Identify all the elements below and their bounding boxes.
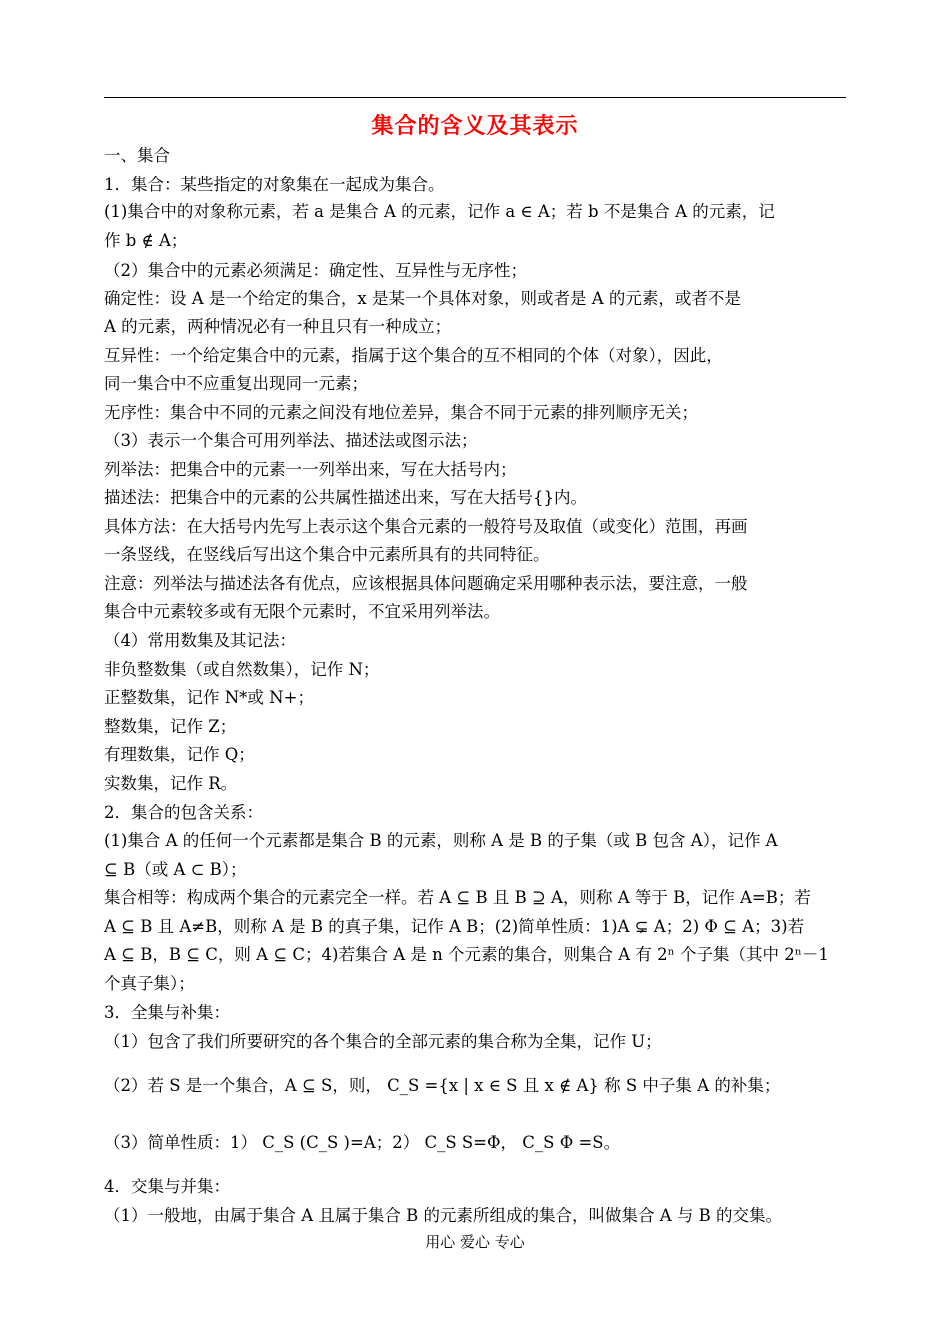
text-line: ⊆ B（或 A ⊂ B）；	[104, 860, 247, 879]
text-line: 1．集合：某些指定的对象集在一起成为集合。	[104, 175, 445, 194]
text-line: （2）集合中的元素必须满足：确定性、互异性与无序性；	[104, 261, 527, 280]
text-line: 列举法：把集合中的元素一一列举出来，写在大括号内；	[104, 460, 517, 479]
text-line: 确定性：设 A 是一个给定的集合，x 是某一个具体对象，则或者是 A 的元素，或者不是	[104, 289, 741, 308]
text-line: 3．全集与补集：	[104, 1003, 230, 1022]
text-line: 非负整数集（或自然数集），记作 N；	[104, 660, 380, 679]
text-line: 个真子集）；	[104, 974, 195, 993]
text-line: 正整数集，记作 N*或 N+；	[104, 688, 314, 707]
text-line: A ⊆ B 且 A≠B，则称 A 是 B 的真子集，记作 A B；(2)简单性质：1)A ⊊ A；2) Φ ⊆ A；3)若	[104, 917, 805, 936]
text-line: 集合相等：构成两个集合的元素完全一样。若 A ⊆ B 且 B ⊇ A，则称 A 等于 B，记作 A=B；若	[104, 888, 811, 907]
text-line: （3）简单性质：1） C_S (C_S )=A；2） C_S S=Φ， C_S Φ =S。	[104, 1133, 621, 1152]
text-line: A 的元素，两种情况必有一种且只有一种成立；	[104, 317, 452, 336]
text-line: (1)集合中的对象称元素，若 a 是集合 A 的元素，记作 a ∈ A；若 b 不是集合 A 的元素，记	[104, 202, 775, 221]
header-rule	[104, 97, 846, 98]
text-line: 一条竖线，在竖线后写出这个集合中元素所具有的共同特征。	[104, 545, 550, 564]
text-line: 描述法：把集合中的元素的公共属性描述出来，写在大括号{}内。	[104, 488, 587, 507]
text-line: 作 b ∉ A；	[104, 231, 188, 250]
text-line: 同一集合中不应重复出现同一元素；	[104, 374, 368, 393]
text-line: 整数集，记作 Z；	[104, 717, 237, 736]
text-line: 集合中元素较多或有无限个元素时，不宜采用列举法。	[104, 602, 500, 621]
text-line: A ⊆ B，B ⊆ C，则 A ⊆ C；4)若集合 A 是 n 个元素的集合，则集合 A 有 2ⁿ 个子集（其中 2ⁿ－1	[104, 945, 829, 964]
text-line: （1）包含了我们所要研究的各个集合的全部元素的集合称为全集，记作 U；	[104, 1032, 662, 1051]
text-line: 无序性：集合中不同的元素之间没有地位差异，集合不同于元素的排列顺序无关；	[104, 403, 698, 422]
page-title: 集合的含义及其表示	[371, 113, 579, 139]
text-line: 互异性：一个给定集合中的元素，指属于这个集合的互不相同的个体（对象），因此，	[104, 346, 723, 365]
text-line: 4．交集与并集：	[104, 1177, 230, 1196]
text-line: 注意：列举法与描述法各有优点，应该根据具体问题确定采用哪种表示法，要注意，一般	[104, 574, 748, 593]
text-line: 实数集，记作 R。	[104, 774, 238, 793]
text-line: （2）若 S 是一个集合，A ⊆ S，则， C_S ={x | x ∈ S 且 x ∉ A} 称 S 中子集 A 的补集；	[104, 1076, 781, 1095]
page-footer: 用心 爱心 专心	[425, 1233, 525, 1251]
text-line: 2．集合的包含关系：	[104, 803, 263, 822]
text-line: （3）表示一个集合可用列举法、描述法或图示法；	[104, 431, 478, 450]
text-line: 有理数集，记作 Q；	[104, 745, 255, 764]
text-line: （1）一般地，由属于集合 A 且属于集合 B 的元素所组成的集合，叫做集合 A 与 B 的交集。	[104, 1206, 783, 1225]
text-line: 具体方法：在大括号内先写上表示这个集合元素的一般符号及取值（或变化）范围，再画	[104, 517, 748, 536]
text-line: (1)集合 A 的任何一个元素都是集合 B 的元素，则称 A 是 B 的子集（或 B 包含 A），记作 A	[104, 831, 778, 850]
text-line: （4）常用数集及其记法：	[104, 631, 296, 650]
text-line: 一、集合	[104, 146, 170, 165]
